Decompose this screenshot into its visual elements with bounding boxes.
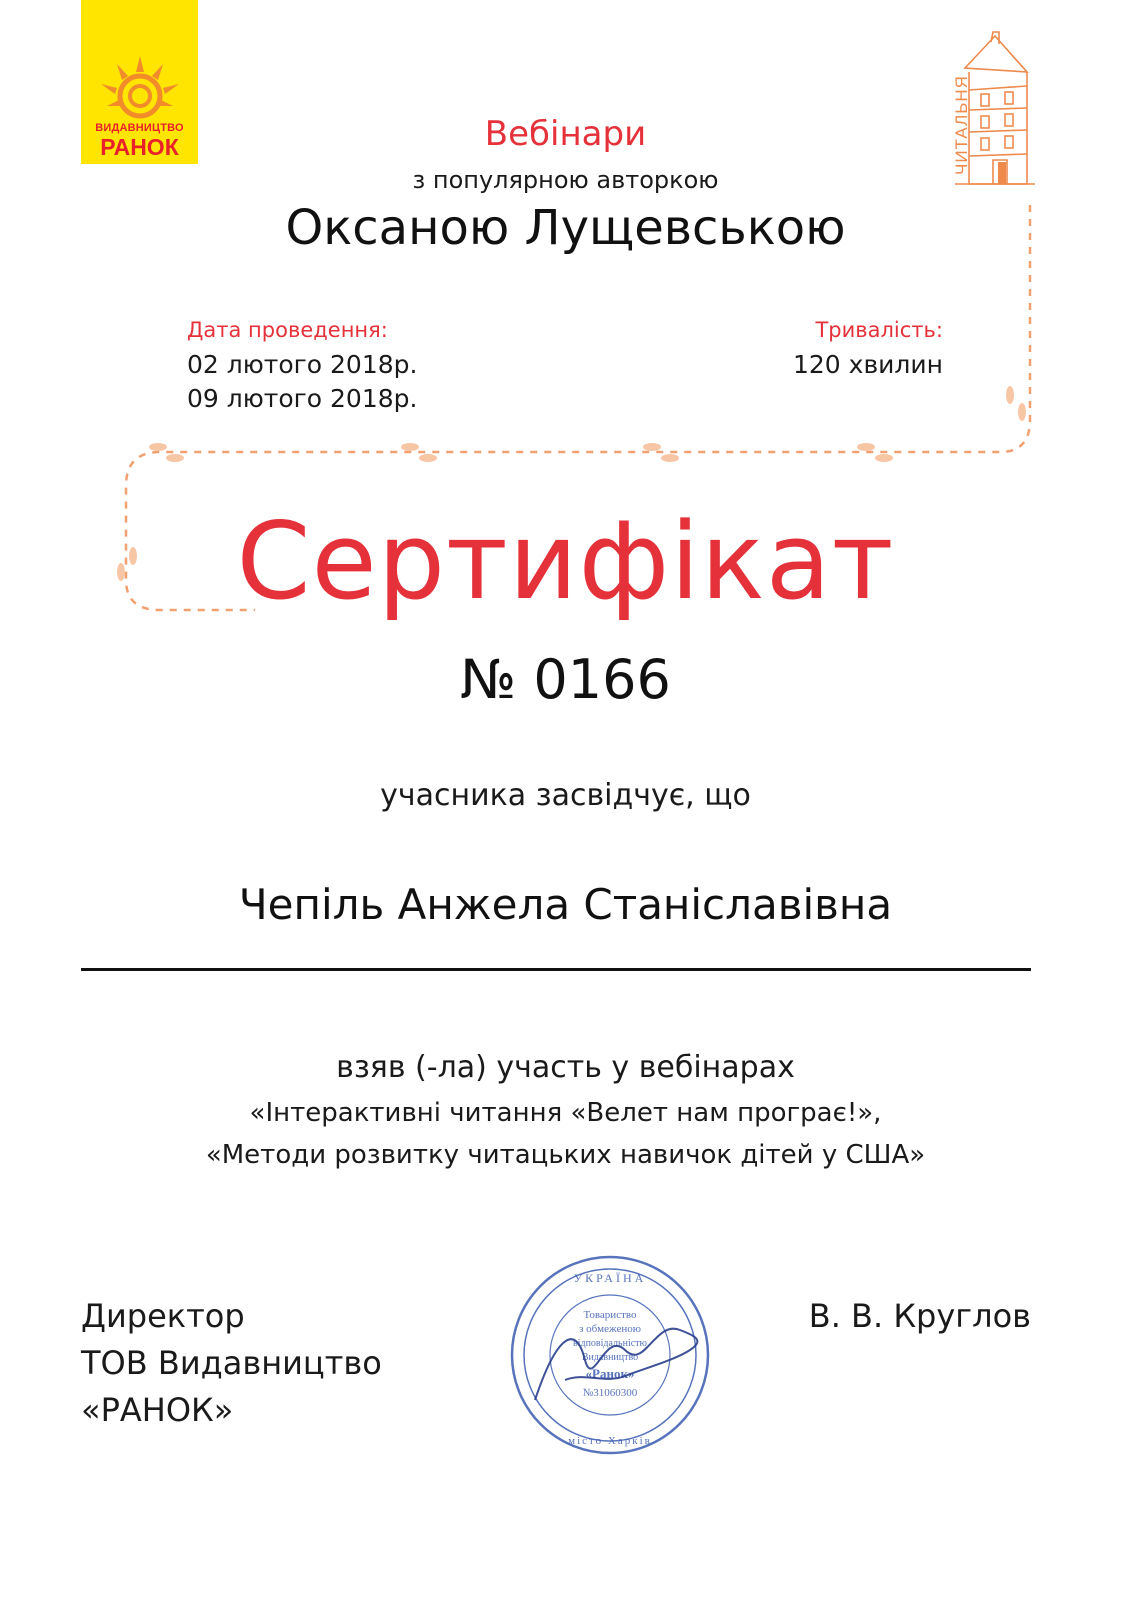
svg-text:Видавництво: Видавництво (581, 1352, 639, 1363)
official-stamp (505, 1250, 715, 1460)
participant-name: Чепіль Анжела Станіславівна (238, 880, 893, 929)
webinars-heading: Вебінари (484, 114, 647, 154)
participation-text: взяв (-ла) участь у вебінарах (336, 1050, 795, 1085)
webinar-topic: «Методи розвитку читацьких навичок дітей у США» (205, 1140, 926, 1170)
svg-text:УКРАЇНА: УКРАЇНА (573, 1271, 647, 1285)
reading-room-label: ЧИТАЛЬНЯ (952, 75, 971, 175)
author-intro: з популярною авторкою (412, 166, 719, 194)
duration-label: Тривалість: (815, 318, 943, 342)
certificate-title: Сертифікат (236, 500, 895, 623)
svg-text:з обмеженою: з обмеженою (579, 1323, 641, 1335)
signer-company: ТОВ Видавництво (81, 1344, 382, 1382)
webinar-topic: «Інтерактивні читання «Велет нам програє!», (249, 1098, 882, 1128)
name-underline (81, 968, 1031, 971)
signer-company-name: «РАНОК» (81, 1391, 234, 1429)
logo-name: РАНОК (100, 134, 179, 160)
event-date: 02 лютого 2018р. (187, 350, 418, 379)
svg-text:«Ранок»: «Ранок» (585, 1366, 635, 1381)
logo-subtitle: ВИДАВНИЦТВО (95, 122, 184, 134)
svg-text:Товариство: Товариство (583, 1309, 637, 1321)
duration-value: 120 хвилин (792, 350, 943, 379)
event-date: 09 лютого 2018р. (187, 384, 418, 413)
svg-text:місто Харків: місто Харків (568, 1435, 652, 1447)
date-label: Дата проведення: (187, 318, 388, 342)
signer-name: В. В. Круглов (808, 1297, 1031, 1335)
svg-text:відповідальністю: відповідальністю (572, 1338, 648, 1349)
signer-position: Директор (81, 1297, 245, 1335)
certifies-text: учасника засвідчує, що (380, 778, 751, 813)
sun-icon (95, 52, 185, 122)
author-name: Оксаною Лущевською (285, 200, 846, 256)
certificate-number: № 0166 (460, 648, 671, 711)
svg-text:№31060300: №31060300 (582, 1387, 638, 1399)
